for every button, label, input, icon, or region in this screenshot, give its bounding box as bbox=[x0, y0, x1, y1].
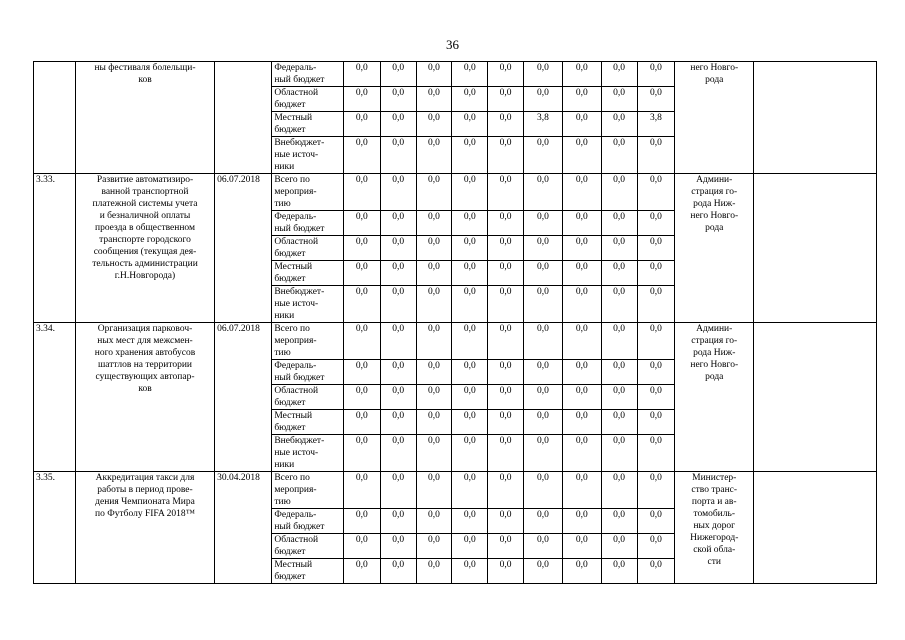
funding-value: 0,0 bbox=[601, 472, 637, 509]
funding-value: 0,0 bbox=[523, 87, 562, 112]
funding-source: Областной бюджет bbox=[272, 87, 344, 112]
funding-value: 0,0 bbox=[488, 211, 524, 236]
funding-value: 0,0 bbox=[380, 211, 416, 236]
funding-value: 0,0 bbox=[416, 137, 452, 174]
funding-value: 0,0 bbox=[380, 62, 416, 87]
funding-value: 0,0 bbox=[416, 174, 452, 211]
item-executor: Министер- ство транс- порта и ав- томобиль- ных дорог Нижегород- ской обла- сти bbox=[675, 472, 754, 584]
funding-source: Внебюджет- ные источ- ники bbox=[272, 137, 344, 174]
funding-value: 0,0 bbox=[488, 261, 524, 286]
funding-value: 0,0 bbox=[488, 509, 524, 534]
funding-value: 0,0 bbox=[380, 112, 416, 137]
funding-value: 0,0 bbox=[488, 137, 524, 174]
funding-value: 0,0 bbox=[488, 559, 524, 584]
funding-value: 0,0 bbox=[380, 174, 416, 211]
funding-value: 0,0 bbox=[488, 410, 524, 435]
funding-value: 0,0 bbox=[562, 509, 601, 534]
funding-value: 0,0 bbox=[488, 286, 524, 323]
funding-value: 0,0 bbox=[380, 534, 416, 559]
funding-value: 0,0 bbox=[452, 261, 488, 286]
funding-value: 0,0 bbox=[416, 410, 452, 435]
funding-value: 0,0 bbox=[562, 62, 601, 87]
funding-value: 3,8 bbox=[523, 112, 562, 137]
item-date: 30.04.2018 bbox=[215, 472, 272, 584]
funding-value: 0,0 bbox=[601, 559, 637, 584]
funding-value: 0,0 bbox=[416, 509, 452, 534]
funding-value: 0,0 bbox=[452, 559, 488, 584]
funding-value: 0,0 bbox=[637, 360, 675, 385]
funding-value: 0,0 bbox=[601, 435, 637, 472]
funding-value: 0,0 bbox=[637, 410, 675, 435]
funding-value: 0,0 bbox=[523, 323, 562, 360]
funding-value: 0,0 bbox=[488, 112, 524, 137]
funding-value: 0,0 bbox=[637, 534, 675, 559]
funding-value: 0,0 bbox=[601, 323, 637, 360]
funding-value: 0,0 bbox=[637, 435, 675, 472]
funding-value: 0,0 bbox=[343, 87, 380, 112]
funding-value: 0,0 bbox=[380, 137, 416, 174]
funding-value: 0,0 bbox=[523, 534, 562, 559]
funding-value: 0,0 bbox=[601, 261, 637, 286]
item-title: Развитие автоматизиро- ванной транспортной платежной системы учета и безналичной оплаты проезда в общественном транспорте городского сообщения (текущая дея- тельность администрации г.Н.Новгорода) bbox=[75, 174, 214, 323]
funding-source: Местный бюджет bbox=[272, 410, 344, 435]
funding-value: 0,0 bbox=[488, 87, 524, 112]
funding-value: 0,0 bbox=[343, 360, 380, 385]
funding-source: Всего по мероприя- тию bbox=[272, 174, 344, 211]
funding-value: 0,0 bbox=[637, 509, 675, 534]
item-note bbox=[754, 472, 877, 584]
funding-value: 0,0 bbox=[562, 323, 601, 360]
funding-value: 0,0 bbox=[601, 360, 637, 385]
item-number: 3.34. bbox=[34, 323, 76, 472]
funding-value: 0,0 bbox=[488, 534, 524, 559]
funding-value: 0,0 bbox=[380, 385, 416, 410]
funding-value: 0,0 bbox=[452, 112, 488, 137]
funding-value: 0,0 bbox=[343, 559, 380, 584]
funding-value: 0,0 bbox=[416, 472, 452, 509]
funding-value: 0,0 bbox=[523, 286, 562, 323]
funding-value: 0,0 bbox=[562, 174, 601, 211]
funding-value: 0,0 bbox=[562, 435, 601, 472]
funding-value: 0,0 bbox=[637, 559, 675, 584]
page-number: 36 bbox=[446, 37, 459, 52]
funding-value: 0,0 bbox=[343, 174, 380, 211]
funding-value: 0,0 bbox=[488, 472, 524, 509]
funding-value: 0,0 bbox=[380, 286, 416, 323]
funding-value: 0,0 bbox=[343, 112, 380, 137]
funding-value: 0,0 bbox=[523, 472, 562, 509]
funding-value: 0,0 bbox=[523, 211, 562, 236]
funding-value: 0,0 bbox=[416, 559, 452, 584]
funding-value: 0,0 bbox=[637, 323, 675, 360]
funding-source: Федераль- ный бюджет bbox=[272, 211, 344, 236]
funding-value: 0,0 bbox=[562, 385, 601, 410]
funding-value: 0,0 bbox=[523, 137, 562, 174]
funding-value: 0,0 bbox=[343, 472, 380, 509]
funding-value: 0,0 bbox=[452, 509, 488, 534]
funding-value: 0,0 bbox=[562, 236, 601, 261]
funding-value: 0,0 bbox=[523, 385, 562, 410]
funding-value: 0,0 bbox=[637, 385, 675, 410]
funding-value: 0,0 bbox=[601, 410, 637, 435]
funding-value: 0,0 bbox=[343, 286, 380, 323]
funding-value: 0,0 bbox=[562, 137, 601, 174]
funding-value: 0,0 bbox=[380, 509, 416, 534]
funding-value: 0,0 bbox=[380, 472, 416, 509]
funding-value: 0,0 bbox=[488, 174, 524, 211]
funding-value: 0,0 bbox=[416, 323, 452, 360]
funding-source: Федераль- ный бюджет bbox=[272, 360, 344, 385]
funding-value: 0,0 bbox=[452, 87, 488, 112]
funding-value: 0,0 bbox=[416, 385, 452, 410]
funding-value: 0,0 bbox=[452, 323, 488, 360]
funding-value: 0,0 bbox=[343, 323, 380, 360]
funding-value: 0,0 bbox=[488, 323, 524, 360]
funding-value: 0,0 bbox=[488, 385, 524, 410]
item-date: 06.07.2018 bbox=[215, 174, 272, 323]
item-number: 3.35. bbox=[34, 472, 76, 584]
funding-value: 0,0 bbox=[523, 174, 562, 211]
item-number bbox=[34, 62, 76, 174]
table-row bbox=[34, 323, 877, 360]
funding-source: Местный бюджет bbox=[272, 261, 344, 286]
funding-value: 0,0 bbox=[452, 174, 488, 211]
funding-value: 0,0 bbox=[562, 87, 601, 112]
funding-source: Всего по мероприя- тию bbox=[272, 323, 344, 360]
funding-value: 0,0 bbox=[343, 62, 380, 87]
funding-value: 0,0 bbox=[452, 410, 488, 435]
funding-value: 0,0 bbox=[452, 435, 488, 472]
item-number: 3.33. bbox=[34, 174, 76, 323]
funding-value: 0,0 bbox=[343, 534, 380, 559]
item-title: Аккредитация такси для работы в период прове- дения Чемпионата Мира по Футболу FIFA 2018™ bbox=[75, 472, 214, 584]
funding-value: 0,0 bbox=[416, 112, 452, 137]
funding-value: 0,0 bbox=[562, 534, 601, 559]
funding-value: 0,0 bbox=[380, 435, 416, 472]
funding-value: 0,0 bbox=[601, 174, 637, 211]
funding-value: 0,0 bbox=[601, 87, 637, 112]
funding-value: 0,0 bbox=[523, 360, 562, 385]
funding-source: Внебюджет- ные источ- ники bbox=[272, 435, 344, 472]
funding-value: 0,0 bbox=[380, 323, 416, 360]
item-date: 06.07.2018 bbox=[215, 323, 272, 472]
funding-value: 0,0 bbox=[380, 261, 416, 286]
funding-value: 0,0 bbox=[452, 360, 488, 385]
funding-value: 0,0 bbox=[637, 137, 675, 174]
funding-value: 0,0 bbox=[637, 472, 675, 509]
funding-value: 3,8 bbox=[637, 112, 675, 137]
funding-value: 0,0 bbox=[416, 211, 452, 236]
funding-value: 0,0 bbox=[488, 236, 524, 261]
funding-value: 0,0 bbox=[416, 87, 452, 112]
item-title: ны фестиваля болельщи- ков bbox=[75, 62, 214, 174]
funding-value: 0,0 bbox=[637, 286, 675, 323]
funding-value: 0,0 bbox=[452, 236, 488, 261]
funding-value: 0,0 bbox=[343, 509, 380, 534]
item-note bbox=[754, 62, 877, 174]
funding-value: 0,0 bbox=[452, 137, 488, 174]
funding-value: 0,0 bbox=[452, 534, 488, 559]
item-title: Организация парковоч- ных мест для межсмен- ного хранения автобусов шаттлов на территории существующих автопар- ков bbox=[75, 323, 214, 472]
funding-value: 0,0 bbox=[343, 211, 380, 236]
funding-value: 0,0 bbox=[343, 410, 380, 435]
funding-value: 0,0 bbox=[416, 261, 452, 286]
funding-value: 0,0 bbox=[562, 112, 601, 137]
funding-value: 0,0 bbox=[637, 211, 675, 236]
funding-value: 0,0 bbox=[562, 472, 601, 509]
funding-source: Внебюджет- ные источ- ники bbox=[272, 286, 344, 323]
funding-value: 0,0 bbox=[601, 385, 637, 410]
funding-value: 0,0 bbox=[452, 62, 488, 87]
funding-value: 0,0 bbox=[380, 559, 416, 584]
funding-value: 0,0 bbox=[343, 385, 380, 410]
funding-value: 0,0 bbox=[416, 435, 452, 472]
item-note bbox=[754, 323, 877, 472]
funding-value: 0,0 bbox=[380, 410, 416, 435]
funding-value: 0,0 bbox=[562, 286, 601, 323]
funding-value: 0,0 bbox=[380, 236, 416, 261]
funding-value: 0,0 bbox=[523, 559, 562, 584]
funding-value: 0,0 bbox=[601, 62, 637, 87]
funding-value: 0,0 bbox=[523, 236, 562, 261]
funding-value: 0,0 bbox=[452, 286, 488, 323]
funding-value: 0,0 bbox=[562, 410, 601, 435]
item-date bbox=[215, 62, 272, 174]
funding-source: Местный бюджет bbox=[272, 559, 344, 584]
funding-value: 0,0 bbox=[416, 534, 452, 559]
funding-value: 0,0 bbox=[343, 137, 380, 174]
funding-value: 0,0 bbox=[488, 435, 524, 472]
funding-value: 0,0 bbox=[601, 137, 637, 174]
funding-value: 0,0 bbox=[601, 509, 637, 534]
funding-value: 0,0 bbox=[416, 236, 452, 261]
funding-value: 0,0 bbox=[601, 286, 637, 323]
funding-value: 0,0 bbox=[416, 286, 452, 323]
funding-value: 0,0 bbox=[452, 472, 488, 509]
funding-value: 0,0 bbox=[523, 62, 562, 87]
item-executor: Админи- страция го- рода Ниж- него Новго- рода bbox=[675, 174, 754, 323]
funding-value: 0,0 bbox=[523, 261, 562, 286]
funding-value: 0,0 bbox=[562, 559, 601, 584]
funding-value: 0,0 bbox=[637, 174, 675, 211]
program-table bbox=[33, 61, 877, 584]
funding-source: Местный бюджет bbox=[272, 112, 344, 137]
table-row bbox=[34, 174, 877, 211]
funding-value: 0,0 bbox=[637, 236, 675, 261]
funding-value: 0,0 bbox=[523, 509, 562, 534]
funding-value: 0,0 bbox=[601, 236, 637, 261]
funding-value: 0,0 bbox=[343, 236, 380, 261]
funding-value: 0,0 bbox=[488, 360, 524, 385]
funding-value: 0,0 bbox=[562, 211, 601, 236]
table-row bbox=[34, 62, 877, 87]
item-executor: него Новго- рода bbox=[675, 62, 754, 174]
funding-value: 0,0 bbox=[637, 261, 675, 286]
funding-source: Всего по мероприя- тию bbox=[272, 472, 344, 509]
funding-value: 0,0 bbox=[488, 62, 524, 87]
funding-value: 0,0 bbox=[637, 62, 675, 87]
funding-value: 0,0 bbox=[601, 211, 637, 236]
funding-value: 0,0 bbox=[380, 360, 416, 385]
funding-value: 0,0 bbox=[452, 385, 488, 410]
funding-value: 0,0 bbox=[452, 211, 488, 236]
funding-value: 0,0 bbox=[601, 112, 637, 137]
item-note bbox=[754, 174, 877, 323]
funding-source: Областной бюджет bbox=[272, 385, 344, 410]
funding-value: 0,0 bbox=[416, 360, 452, 385]
funding-value: 0,0 bbox=[343, 435, 380, 472]
funding-value: 0,0 bbox=[601, 534, 637, 559]
funding-value: 0,0 bbox=[562, 261, 601, 286]
funding-value: 0,0 bbox=[523, 435, 562, 472]
funding-value: 0,0 bbox=[523, 410, 562, 435]
funding-value: 0,0 bbox=[637, 87, 675, 112]
funding-value: 0,0 bbox=[416, 62, 452, 87]
funding-source: Областной бюджет bbox=[272, 534, 344, 559]
funding-value: 0,0 bbox=[343, 261, 380, 286]
funding-source: Областной бюджет bbox=[272, 236, 344, 261]
item-executor: Админи- страция го- рода Ниж- него Новго- рода bbox=[675, 323, 754, 472]
table-row bbox=[34, 472, 877, 509]
funding-source: Федераль- ный бюджет bbox=[272, 509, 344, 534]
funding-value: 0,0 bbox=[380, 87, 416, 112]
funding-source: Федераль- ный бюджет bbox=[272, 62, 344, 87]
funding-value: 0,0 bbox=[562, 360, 601, 385]
